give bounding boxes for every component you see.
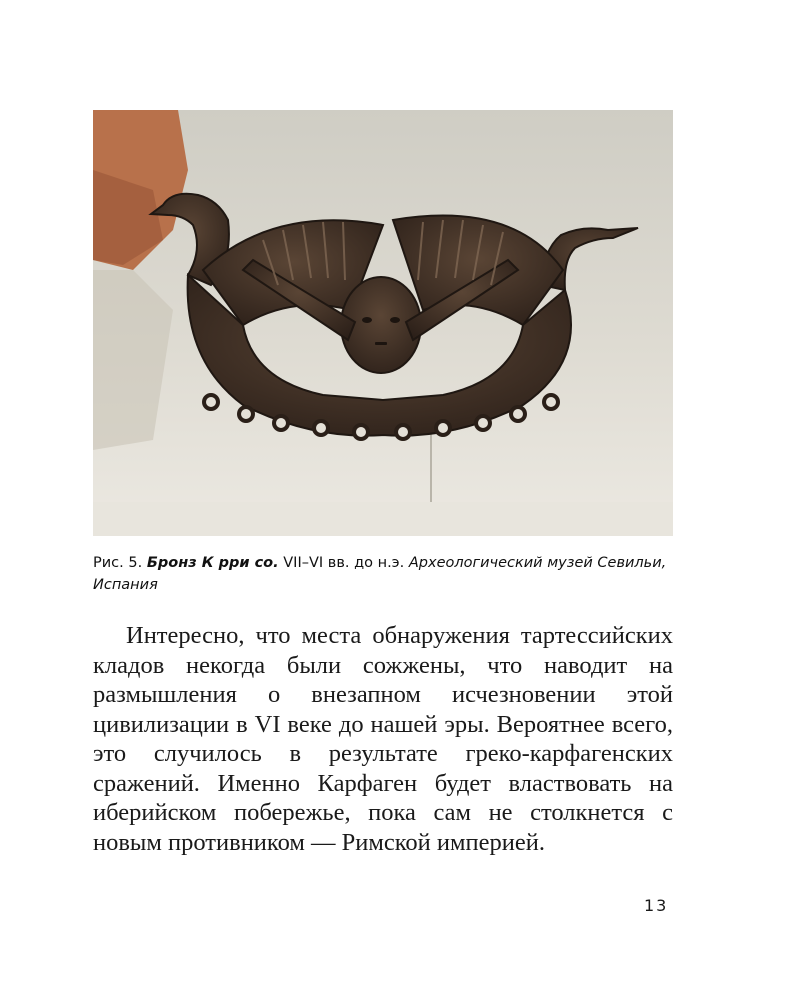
page-number: 13 [644, 896, 669, 915]
caption-title: Бронз К рри со. [146, 555, 279, 571]
body-text [93, 621, 673, 857]
bronze-plaque-image [93, 110, 673, 536]
caption-date: VII–VI вв. до н.э. [278, 555, 409, 571]
caption-prefix: Рис. 5. [93, 555, 147, 571]
figure-photo [93, 110, 673, 536]
figure-caption [93, 552, 683, 596]
caption-location: Археологический музей Севильи, Испания [93, 555, 667, 593]
body-paragraph: Интересно, что места обнаружения тартессийских кладов некогда были сожжены, что наводит на размышления о внезапном исчезновении этой цивилизации в VI веке до нашей эры. Вероятнее всего, это случилось в результате греко-карфагенских сражений. Именно Карфаген будет властвовать на иберийском побережье, пока сам не столкнется с новым противником — Римской империей. [93, 622, 673, 856]
